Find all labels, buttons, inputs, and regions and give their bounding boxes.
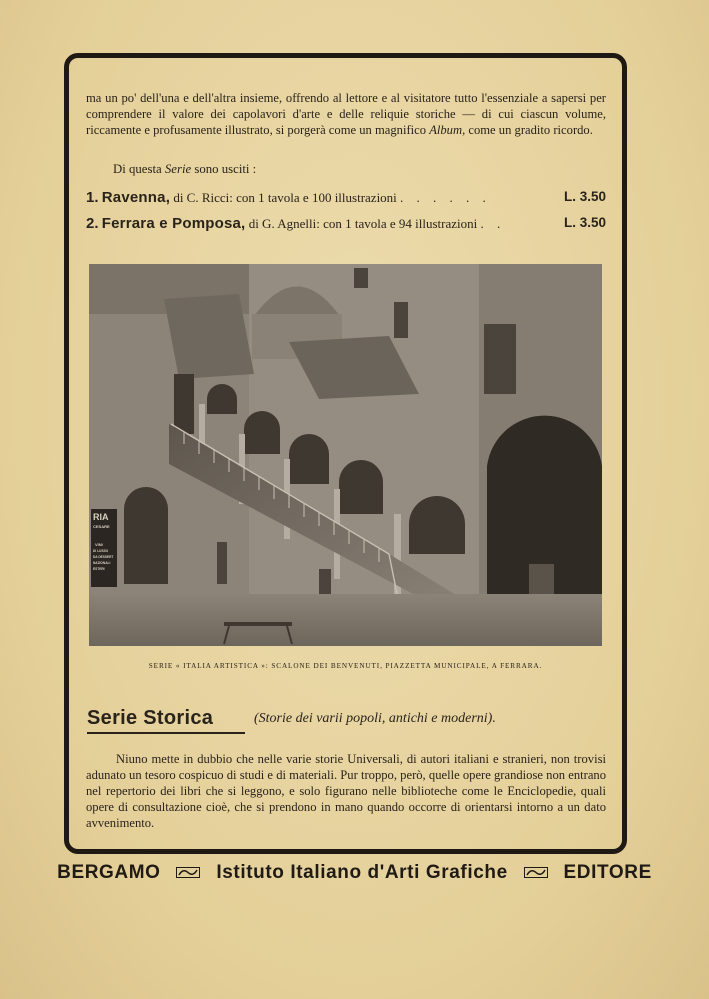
serie-storica-title: Serie Storica <box>87 707 214 729</box>
sign-text-vini: VINI <box>95 542 103 547</box>
book-price: L. 3.50 <box>563 189 606 204</box>
sign-text-nazionali: NAZIONALI <box>93 561 111 565</box>
series-heading-after: sono usciti : <box>191 162 257 176</box>
sign-text-cesare: CESARE <box>93 524 110 529</box>
intro-paragraph <box>86 90 606 138</box>
serie-storica-subtitle: (Storie dei varii popoli, antichi e moderni). <box>254 711 496 726</box>
book-detail: di C. Ricci: con 1 tavola e 100 illustrazioni <box>170 190 397 205</box>
book-price: L. 3.50 <box>563 215 606 230</box>
book-title: Ravenna, <box>101 189 171 206</box>
book-leader-dots: . . . . . . <box>400 190 491 205</box>
ornament-icon <box>524 867 548 878</box>
intro-text-after: , come un gradito ricordo. <box>462 123 593 137</box>
sign-text-ria: RIA <box>93 512 109 522</box>
publisher-footer <box>0 862 709 884</box>
series-heading-serie: Serie <box>164 162 192 176</box>
footer-institute: Istituto Italiano d'Arti Grafiche <box>216 862 508 883</box>
intro-album-word: Album <box>429 123 463 137</box>
book-title: Ferrara e Pomposa, <box>101 215 246 232</box>
footer-role: EDITORE <box>563 862 652 883</box>
serie-storica-underline <box>87 732 245 734</box>
footer-city: BERGAMO <box>57 862 161 883</box>
ornament-icon <box>176 867 200 878</box>
photo-illustration <box>89 264 602 646</box>
series-heading <box>113 162 256 177</box>
book-detail: di G. Agnelli: con 1 tavola e 94 illustrazioni <box>245 216 478 231</box>
book-entry-ferrara <box>86 215 606 235</box>
serie-storica-body: Niuno mette in dubbio che nelle varie storie Universali, di autori italiani e stranieri, non trovisi adunato un tesoro cospicuo di studi e di materiali. Pur troppo, però, quelle opere grandiose non entrano nel repertorio dei libri che si leggono, e solo figurano nelle biblioteche come le Enciclopedie, quali opere di consultazione cioè, che si prendono in mano quando occorre di orientarsi intorno a un dato avvenimento. <box>86 752 606 830</box>
intro-text-before: ma un po' dell'una e dell'altra insieme, offrendo al lettore e al visitatore tutto l'essenziale a sapersi per comprendere il valore dei capolavori d'arte e delle reliquie storiche — di cui ciascun volume, riccamente e profusamente illustrato, si porgerà come un magnifico <box>86 91 606 137</box>
book-leader-dots: . . <box>480 216 506 231</box>
photo-caption: SERIE « ITALIA ARTISTICA »: SCALONE DEI BENVENUTI, PIAZZETTA MUNICIPALE, A FERRARA. <box>148 662 543 670</box>
sign-text-lusso: DI LUSSO <box>93 549 109 553</box>
series-heading-before: Di questa <box>113 162 165 176</box>
book-number: 2. <box>86 215 99 232</box>
sign-text-dessert: DA DESSERT <box>93 555 114 559</box>
book-number: 1. <box>86 189 99 206</box>
photo-scalone-benvenuti <box>89 264 602 646</box>
sign-text-esteri: ESTERI <box>93 567 105 571</box>
book-entry-ravenna <box>86 189 606 209</box>
